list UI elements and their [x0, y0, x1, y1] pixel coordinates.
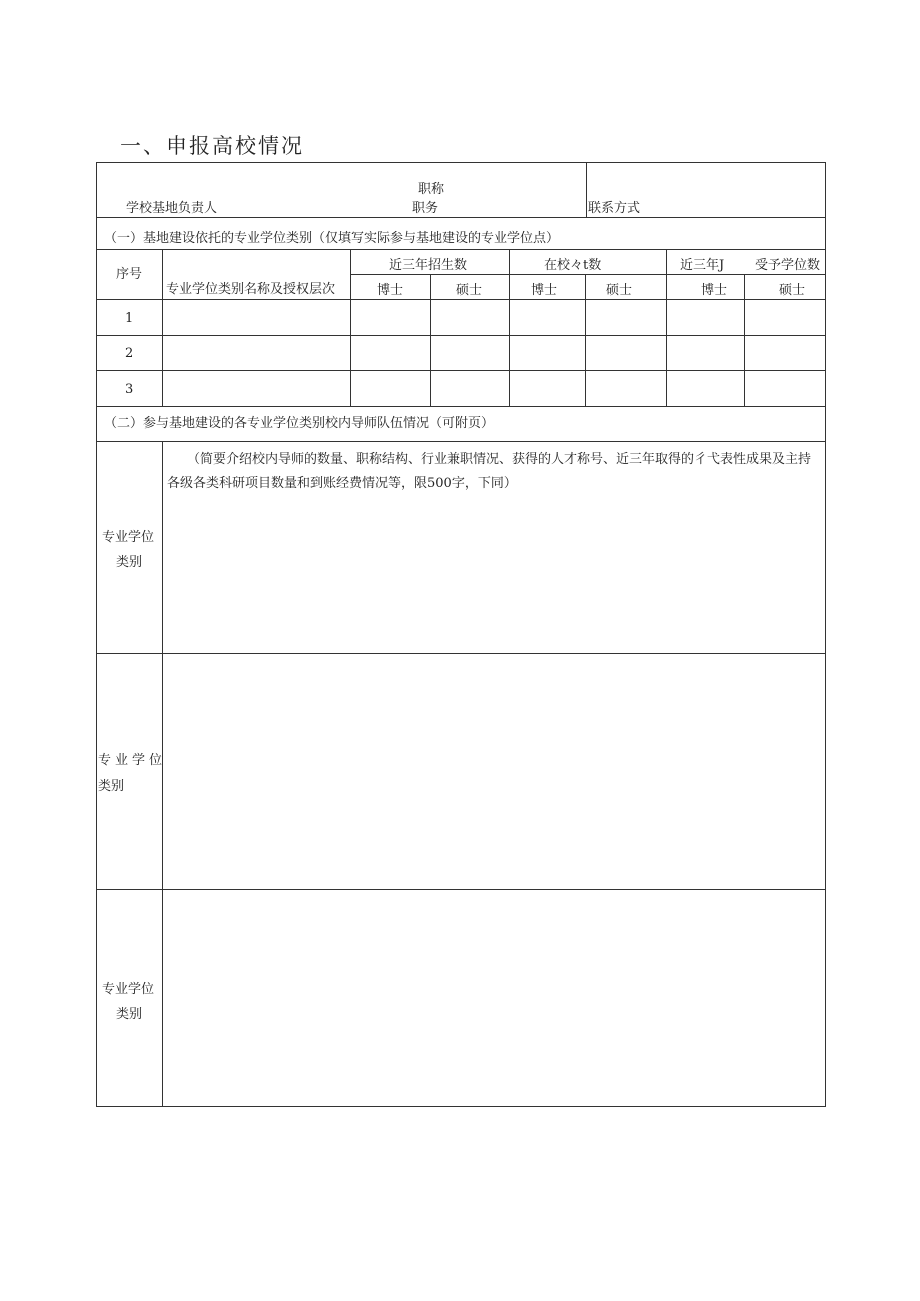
section-2-title: （二）参与基地建设的各专业学位类别校内导师队伍情况（可附页） — [104, 416, 495, 431]
current-master-header: 硕士 — [606, 283, 633, 298]
page-title: 一、申报高校情况 — [120, 134, 304, 158]
category-label-3b: 类别 — [116, 1007, 143, 1022]
group-enroll-header: 近三年招生数 — [389, 258, 468, 273]
title-label: 职称 — [418, 182, 445, 197]
group-awarded-header-b: 受予学位数 — [755, 258, 821, 273]
group-current-header: 在校々t数 — [544, 258, 602, 273]
awarded-doctor-header: 博士 — [701, 283, 728, 298]
contact-label: 联系方式 — [588, 201, 641, 216]
col-name-header: 专业学位类别名称及授权层次 — [166, 282, 336, 297]
category-label-2b: 类别 — [98, 779, 125, 794]
post-label: 职务 — [412, 201, 439, 216]
row-index-2: 2 — [125, 346, 134, 361]
enroll-master-header: 硕士 — [456, 283, 483, 298]
category-label-1b: 类别 — [116, 555, 143, 570]
instructions-text: （简要介绍校内导师的数量、职称结构、行业兼职情况、获得的人才称号、近三年取得的彳弋表性成果及主持各级各类科研项目数量和到账经费情况等，限500字，下同） — [167, 452, 812, 491]
category-label-1a: 专业学位 — [102, 530, 155, 545]
current-doctor-header: 博士 — [531, 283, 558, 298]
category-label-3a: 专业学位 — [102, 982, 155, 997]
row-index-1: 1 — [125, 311, 134, 326]
awarded-master-header: 硕士 — [779, 283, 806, 298]
enroll-doctor-header: 博士 — [377, 283, 404, 298]
group-awarded-header-a: 近三年J — [680, 258, 725, 273]
section-1-title: （一）基地建设依托的专业学位类别（仅填写实际参与基地建设的专业学位点） — [104, 231, 560, 246]
leader-label: 学校基地负责人 — [126, 201, 218, 216]
category-label-2a: 专业学位 — [98, 753, 167, 768]
row-index-3: 3 — [125, 382, 134, 397]
col-index-header: 序号 — [116, 267, 143, 282]
